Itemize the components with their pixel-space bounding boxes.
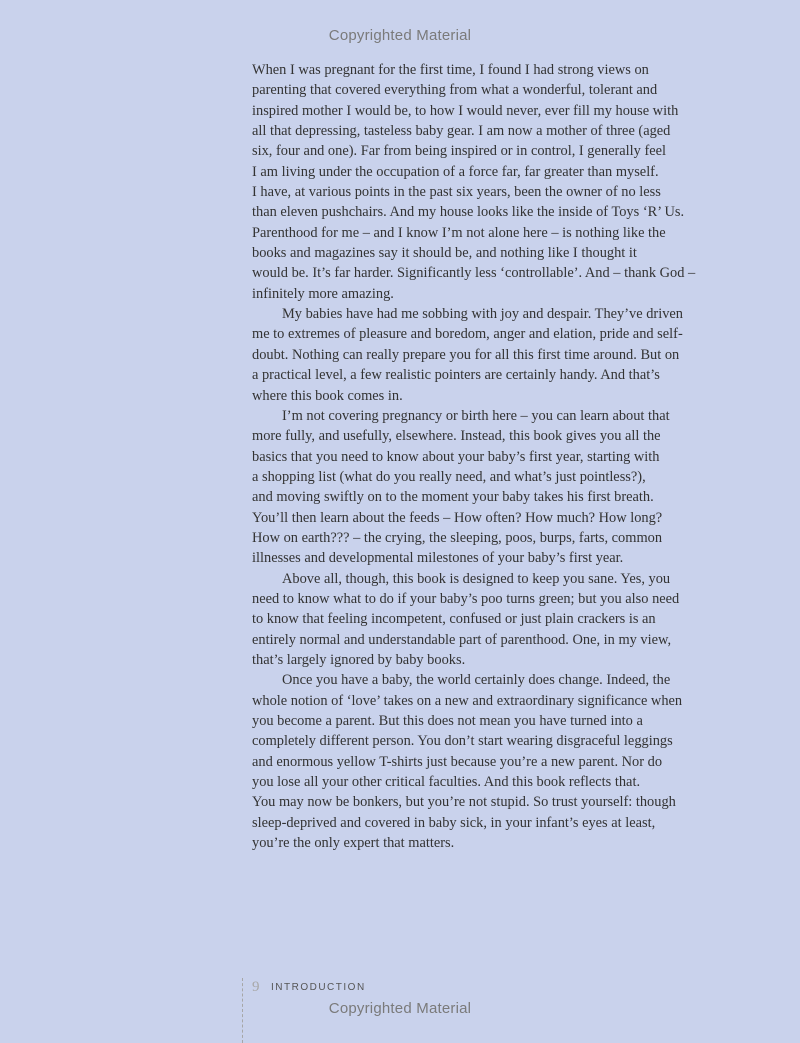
running-head: INTRODUCTION — [271, 982, 366, 993]
text-line: infinitely more amazing. — [252, 285, 394, 302]
text-line: Once you have a baby, the world certainly does change. Indeed, the — [282, 672, 671, 689]
text-line: and enormous yellow T-shirts just because you’re a new parent. Nor do — [252, 753, 663, 770]
text-line: My babies have had me sobbing with joy and despair. They’ve driven — [282, 306, 683, 323]
text-line: inspired mother I would be, to how I would never, ever fill my house with — [252, 102, 679, 119]
text-line: me to extremes of pleasure and boredom, anger and elation, pride and self- — [252, 326, 683, 343]
paragraph-3 — [252, 406, 712, 569]
text-line: You may now be bonkers, but you’re not stupid. So trust yourself: though — [252, 794, 676, 811]
paragraph-4 — [252, 569, 712, 671]
text-line: Parenthood for me – and I know I’m not alone here – is nothing like the — [252, 224, 666, 241]
text-line: you lose all your other critical faculties. And this book reflects that. — [252, 774, 641, 791]
text-line: How on earth??? – the crying, the sleeping, poos, burps, farts, common — [252, 529, 663, 546]
text-line: entirely normal and understandable part of parenthood. One, in my view, — [252, 631, 672, 648]
text-line: where this book comes in. — [252, 387, 403, 404]
text-line: parenting that covered everything from what a wonderful, tolerant and — [252, 82, 658, 99]
text-line: illnesses and developmental milestones of your baby’s first year. — [252, 550, 624, 567]
paragraph-1 — [252, 60, 712, 304]
text-line: I have, at various points in the past six years, been the owner of no less — [252, 184, 661, 201]
paragraph-5 — [252, 670, 712, 853]
text-line: all that depressing, tasteless baby gear. I am now a mother of three (aged — [252, 123, 671, 140]
text-line: I’m not covering pregnancy or birth here – you can learn about that — [282, 407, 670, 424]
text-line: completely different person. You don’t start wearing disgraceful leggings — [252, 733, 673, 750]
text-line: would be. It’s far harder. Significantly less ‘controllable’. And – thank God – — [252, 265, 696, 282]
text-line: You’ll then learn about the feeds – How often? How much? How long? — [252, 509, 663, 526]
text-line: that’s largely ignored by baby books. — [252, 651, 466, 668]
text-line: a shopping list (what do you really need, and what’s just pointless?), — [252, 468, 646, 485]
text-line: basics that you need to know about your baby’s first year, starting with — [252, 448, 660, 465]
text-line: Above all, though, this book is designed to keep you sane. Yes, you — [282, 570, 671, 587]
text-line: six, four and one). Far from being inspired or in control, I generally feel — [252, 143, 667, 160]
text-line: more fully, and usefully, elsewhere. Instead, this book gives you all the — [252, 428, 661, 445]
text-line: sleep-deprived and covered in baby sick, in your infant’s eyes at least, — [252, 814, 656, 831]
text-line: and moving swiftly on to the moment your baby takes his first breath. — [252, 489, 654, 506]
text-line: When I was pregnant for the first time, I found I had strong views on — [252, 62, 649, 78]
text-line: I am living under the occupation of a force far, far greater than myself. — [252, 163, 659, 180]
text-line: than eleven pushchairs. And my house looks like the inside of Toys ‘R’ Us. — [252, 204, 685, 221]
copyright-watermark-bottom: Copyrighted Material — [328, 1000, 472, 1017]
text-line: you become a parent. But this does not mean you have turned into a — [252, 713, 643, 729]
text-line: a practical level, a few realistic pointers are certainly handy. And that’s — [252, 367, 660, 384]
text-line: to know that feeling incompetent, confused or just plain crackers is an — [252, 611, 656, 628]
text-line: whole notion of ‘love’ takes on a new and extraordinary significance when — [252, 692, 683, 709]
introduction-body-text — [252, 60, 712, 853]
text-line: need to know what to do if your baby’s poo turns green; but you also need — [252, 590, 680, 607]
text-line: doubt. Nothing can really prepare you for all this first time around. But on — [252, 346, 680, 363]
text-line: books and magazines say it should be, and nothing like I thought it — [252, 245, 637, 262]
copyright-watermark-top: Copyrighted Material — [328, 27, 472, 44]
page-number: 9 — [252, 979, 260, 995]
text-line: you’re the only expert that matters. — [252, 835, 455, 852]
paragraph-2 — [252, 304, 712, 406]
